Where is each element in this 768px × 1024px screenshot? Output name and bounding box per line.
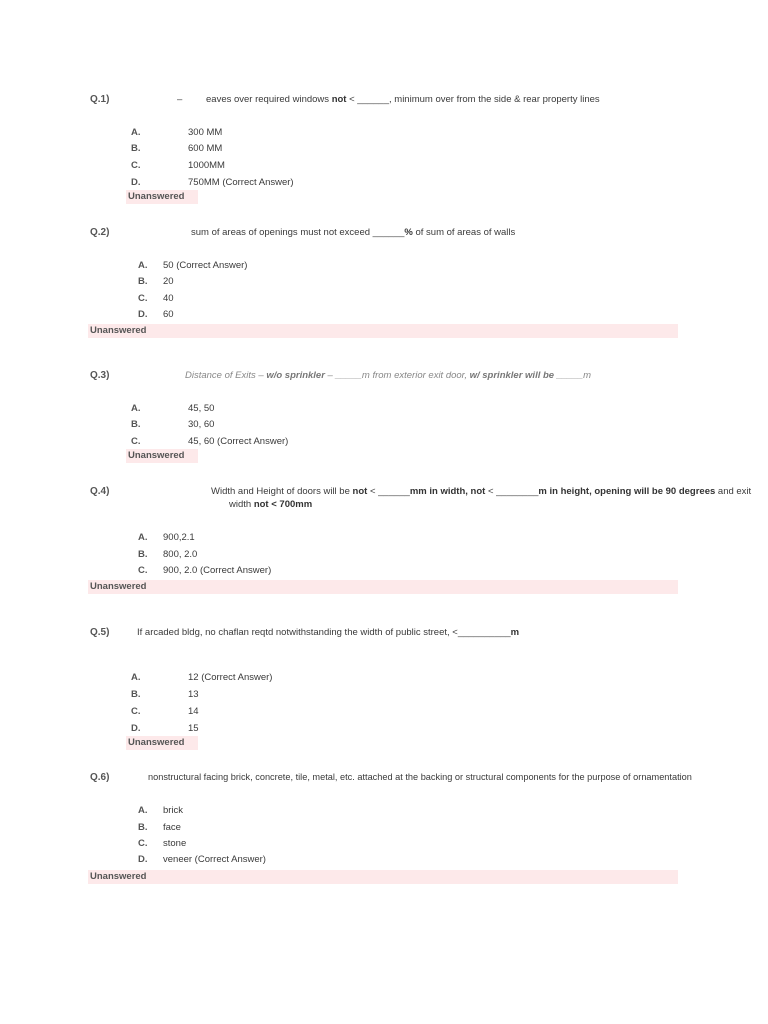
question-dash: – — [177, 94, 183, 105]
question-text: eaves over required windows not < ______, minimum over from the side & rear property lines — [206, 94, 600, 105]
option-letter: A. — [138, 805, 148, 816]
status-badge: Unanswered — [126, 449, 198, 463]
option-letter: D. — [131, 723, 141, 734]
option-letter: D. — [138, 854, 148, 865]
option-letter: C. — [131, 160, 141, 171]
option-letter: C. — [138, 838, 148, 849]
option-letter: C. — [131, 706, 141, 717]
option-text[interactable]: brick — [163, 805, 184, 816]
option-text[interactable]: stone — [163, 838, 187, 849]
option-text[interactable]: 12 (Correct Answer) — [188, 672, 273, 683]
option-letter: A. — [138, 260, 148, 271]
option-text[interactable]: 900, 2.0 (Correct Answer) — [163, 565, 272, 576]
option-letter: B. — [131, 689, 141, 700]
question-text-line2: width not < 700mm — [229, 499, 313, 510]
option-text[interactable]: 13 — [188, 689, 199, 700]
option-text[interactable]: 750MM (Correct Answer) — [188, 177, 294, 188]
option-text[interactable]: face — [163, 822, 181, 833]
option-letter: C. — [138, 293, 148, 304]
option-text[interactable]: 30, 60 — [188, 419, 215, 430]
option-letter: A. — [138, 532, 148, 543]
question-number: Q.2) — [90, 227, 110, 238]
option-text[interactable]: 60 — [163, 309, 174, 320]
option-letter: D. — [131, 177, 141, 188]
question-number: Q.5) — [90, 627, 110, 638]
status-badge: Unanswered — [88, 870, 678, 884]
option-letter: B. — [138, 822, 148, 833]
option-letter: B. — [131, 419, 141, 430]
option-letter: A. — [131, 672, 141, 683]
option-letter: C. — [131, 436, 141, 447]
option-text[interactable]: 800, 2.0 — [163, 549, 198, 560]
question-text: Width and Height of doors will be not < ______mm in width, not < ________m in height, opening will be 90 degrees and exit — [211, 486, 752, 497]
question-number: Q.1) — [90, 94, 110, 105]
option-text[interactable]: 300 MM — [188, 127, 223, 138]
option-text[interactable]: 20 — [163, 276, 174, 287]
option-letter: B. — [131, 143, 141, 154]
question-text: Distance of Exits – w/o sprinkler – _____m from exterior exit door, w/ sprinkler will be _____m — [185, 370, 592, 381]
option-text[interactable]: 14 — [188, 706, 199, 717]
question-number: Q.3) — [90, 370, 110, 381]
option-text[interactable]: 45, 50 — [188, 403, 215, 414]
option-text[interactable]: 45, 60 (Correct Answer) — [188, 436, 289, 447]
status-badge: Unanswered — [126, 736, 198, 750]
option-text[interactable]: 600 MM — [188, 143, 223, 154]
option-letter: B. — [138, 276, 148, 287]
question-number: Q.6) — [90, 772, 110, 783]
option-letter: C. — [138, 565, 148, 576]
option-text[interactable]: 50 (Correct Answer) — [163, 260, 248, 271]
option-text[interactable]: 1000MM — [188, 160, 225, 171]
option-letter: D. — [138, 309, 148, 320]
option-letter: B. — [138, 549, 148, 560]
status-badge: Unanswered — [126, 190, 198, 204]
question-text: sum of areas of openings must not exceed ______% of sum of areas of walls — [191, 227, 516, 238]
option-text[interactable]: 900,2.1 — [163, 532, 195, 543]
status-badge: Unanswered — [88, 324, 678, 338]
question-text: If arcaded bldg, no chaflan reqtd notwithstanding the width of public street, <__________m — [137, 627, 520, 638]
status-badge: Unanswered — [88, 580, 678, 594]
option-text[interactable]: veneer (Correct Answer) — [163, 854, 266, 865]
option-letter: A. — [131, 403, 141, 414]
option-letter: A. — [131, 127, 141, 138]
option-text[interactable]: 15 — [188, 723, 199, 734]
question-number: Q.4) — [90, 486, 110, 497]
option-text[interactable]: 40 — [163, 293, 174, 304]
question-text: nonstructural facing brick, concrete, tile, metal, etc. attached at the backing or structural components for the purpose of ornamentation — [148, 772, 692, 782]
